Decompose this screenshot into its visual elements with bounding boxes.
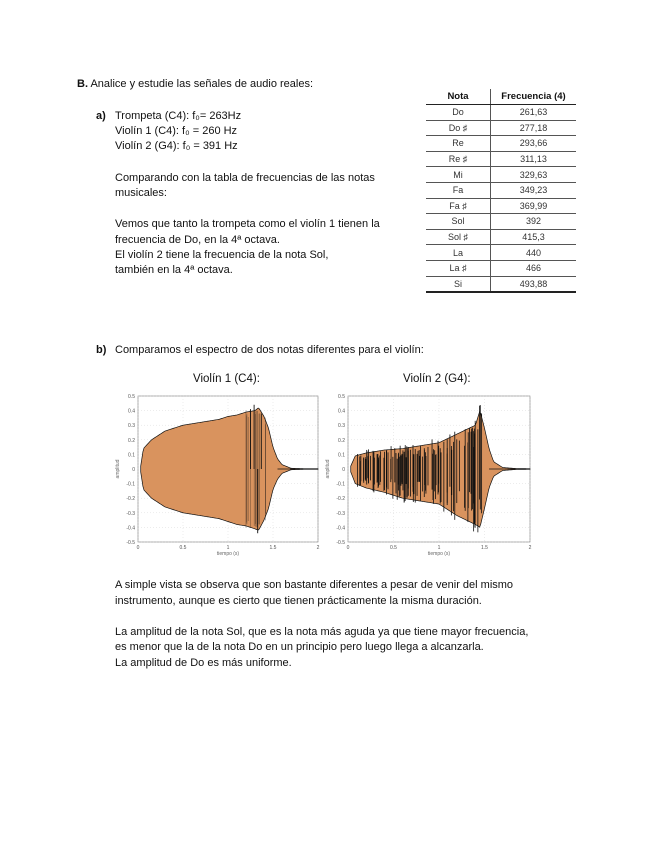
x-tick-label: 1.5 (269, 545, 277, 551)
conclusion-line-4: también en la 4ª octava. (115, 264, 233, 276)
table-row (426, 260, 576, 276)
table-row (426, 182, 576, 198)
paragraph1-line-2: instrumento, aunque es cierto que tienen prácticamente la misma duración. (115, 595, 482, 607)
table-header-row (426, 89, 576, 105)
frequency-cell: 466 (491, 260, 577, 276)
y-tick-label: -0.4 (336, 525, 345, 532)
table-row (426, 276, 576, 292)
table-row (426, 151, 576, 167)
note-cell: La ♯ (426, 260, 491, 276)
paragraph1-line-1: A simple vista se observa que son bastante diferentes a pesar de venir del mismo (115, 579, 514, 591)
section-b-heading (77, 77, 313, 91)
y-tick-label: -0.2 (336, 496, 345, 503)
frequency-cell: 277,18 (491, 120, 577, 136)
note-cell: Si (426, 276, 491, 292)
y-tick-label: -0.2 (126, 496, 135, 503)
x-tick-label: 0 (136, 545, 140, 551)
conclusion-line-2: frecuencia de Do, en la 4ª octava. (115, 234, 280, 246)
y-tick-label: 0.5 (128, 394, 135, 400)
table-row (426, 198, 576, 214)
comparing-line-1: Comparando con la tabla de frecuencias de las notas (115, 172, 375, 184)
item-b-intro: Comparamos el espectro de dos notas diferentes para el violín: (115, 344, 424, 356)
violin2-line: Violín 2 (G4): f₀ = 391 Hz (115, 140, 238, 152)
y-tick-label: 0.3 (338, 423, 345, 430)
paragraph2-line-2: es menor que la de la nota Do en un principio pero luego llega a alcanzarla. (115, 641, 484, 653)
y-tick-label: 0 (132, 467, 135, 473)
note-cell: La (426, 245, 491, 261)
frequency-cell: 329,63 (491, 167, 577, 183)
frequency-cell: 440 (491, 245, 577, 261)
note-cell: Mi (426, 167, 491, 183)
y-tick-label: 0.3 (128, 423, 135, 430)
x-tick-label: 2 (528, 545, 532, 551)
header-frequency: Frecuencia (4) (491, 89, 577, 105)
y-tick-label: -0.5 (126, 540, 135, 546)
x-axis-label: tiempo (s) (216, 551, 240, 556)
item-a-label: a) (96, 110, 106, 122)
trumpet-line: Trompeta (C4): f₀= 263Hz (115, 110, 242, 122)
note-cell: Fa (426, 182, 491, 198)
chart-title-violin2: Violín 2 (G4): (403, 373, 471, 385)
y-tick-label: 0.2 (128, 437, 135, 444)
y-tick-label: -0.5 (336, 540, 345, 546)
y-tick-label: 0.4 (338, 408, 345, 415)
section-b-title: Analice y estudie las señales de audio reales: (88, 78, 314, 90)
note-cell: Re (426, 136, 491, 152)
x-tick-label: 2 (316, 545, 320, 551)
y-axis-label: amplitud (325, 459, 331, 479)
frequency-cell: 415,3 (491, 229, 577, 245)
frequency-cell: 493,88 (491, 276, 577, 292)
comparing-line-2: musicales: (115, 187, 167, 199)
waveform-chart-violin1 (112, 390, 322, 556)
section-b-label: B. (77, 78, 88, 90)
y-tick-label: 0.5 (338, 394, 345, 400)
chart-title-violin1: Violín 1 (C4): (193, 373, 260, 385)
frequency-cell: 261,63 (491, 105, 577, 121)
violin1-line: Violín 1 (C4): f₀ = 260 Hz (115, 125, 238, 137)
frequency-cell: 293,66 (491, 136, 577, 152)
x-axis-label: tiempo (s) (427, 551, 451, 556)
frequency-cell: 311,13 (491, 151, 577, 167)
conclusion-line-1: Vemos que tanto la trompeta como el violín 1 tienen la (115, 218, 380, 230)
y-tick-label: 0 (342, 467, 345, 473)
frequency-table (426, 89, 576, 293)
note-cell: Sol (426, 214, 491, 230)
y-tick-label: 0.2 (338, 437, 345, 444)
header-note: Nota (426, 89, 491, 105)
x-tick-label: 1 (226, 545, 230, 551)
table-row (426, 167, 576, 183)
table-row (426, 136, 576, 152)
note-cell: Fa ♯ (426, 198, 491, 214)
table-row (426, 105, 576, 121)
y-tick-label: -0.1 (126, 481, 135, 488)
note-cell: Sol ♯ (426, 229, 491, 245)
note-cell: Do ♯ (426, 120, 491, 136)
frequency-cell: 392 (491, 214, 577, 230)
x-tick-label: 1.5 (481, 545, 488, 551)
x-tick-label: 1 (437, 545, 441, 551)
table-row (426, 120, 576, 136)
conclusion-line-3: El violín 2 tiene la frecuencia de la nota Sol, (115, 249, 329, 261)
y-tick-label: 0.4 (128, 408, 135, 415)
y-tick-label: -0.3 (126, 510, 135, 517)
note-cell: Do (426, 105, 491, 121)
y-tick-label: 0.1 (338, 452, 345, 459)
note-cell: Re ♯ (426, 151, 491, 167)
x-tick-label: 0.5 (179, 545, 187, 551)
paragraph2-line-3: La amplitud de Do es más uniforme. (115, 657, 292, 669)
frequency-cell: 369,99 (491, 198, 577, 214)
y-tick-label: -0.4 (126, 525, 135, 532)
table-row (426, 245, 576, 261)
y-axis-label: amplitud (115, 459, 121, 479)
x-tick-label: 0.5 (390, 545, 397, 551)
y-tick-label: -0.3 (336, 510, 345, 517)
waveform-chart-violin2 (322, 390, 534, 556)
table-row (426, 214, 576, 230)
frequency-cell: 349,23 (491, 182, 577, 198)
y-tick-label: -0.1 (336, 481, 345, 488)
y-tick-label: 0.1 (128, 452, 135, 459)
paragraph2-line-1: La amplitud de la nota Sol, que es la nota más aguda ya que tiene mayor frecuencia, (115, 626, 529, 638)
item-b-label: b) (96, 344, 107, 356)
table-row (426, 229, 576, 245)
x-tick-label: 0 (346, 545, 350, 551)
